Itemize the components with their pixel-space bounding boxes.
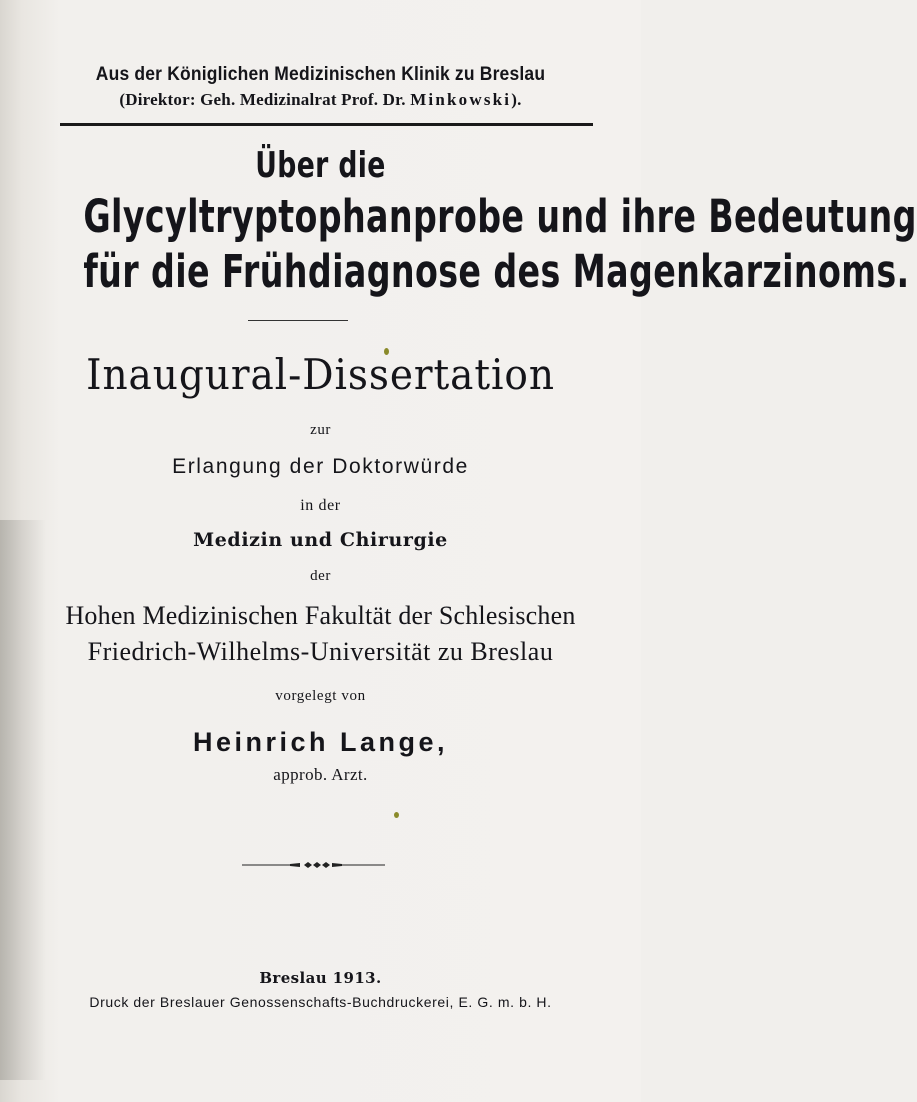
ornamental-divider [0, 860, 641, 870]
ink-speck [394, 812, 399, 818]
degree-purpose: Erlangung der Doktorwürde [172, 455, 469, 478]
director-suffix: ). [511, 90, 522, 109]
der-text: der [310, 568, 331, 584]
director-line [0, 90, 641, 110]
printer-credit: Druck der Breslauer Genossenschafts-Buchdruckerei, E. G. m. b. H. [89, 994, 552, 1010]
author-name: Heinrich Lange, [192, 727, 449, 757]
title-line-1: Über die [255, 145, 386, 186]
director-name: Minkowski [410, 90, 512, 109]
faculty-line-1: Hohen Medizinischen Fakultät der Schlesischen [65, 601, 576, 630]
in-der-text: in der [300, 497, 341, 514]
institution-header: Aus der Königlichen Medizinischen Klinik zu Breslau [95, 64, 546, 85]
field-of-study: Medizin und Chirurgie [193, 529, 448, 551]
title-line-2: Glycyltryptophanprobe und ihre Bedeutung [83, 190, 917, 243]
author-title: approb. Arzt. [273, 765, 368, 784]
place-and-year: Breslau 1913. [259, 969, 382, 987]
dissertation-heading: Inaugural-Dissertation [86, 350, 555, 399]
title-line-3: für die Frühdiagnose des Magenkarzinoms. [83, 245, 910, 298]
header-rule [60, 123, 593, 126]
title-divider [248, 320, 348, 321]
zur-text: zur [310, 422, 331, 438]
submitted-by: vorgelegt von [275, 688, 366, 704]
director-prefix: (Direktor: Geh. Medizinalrat Prof. Dr. [119, 90, 411, 109]
faculty-line-2: Friedrich-Wilhelms-Universität zu Breslau [87, 637, 554, 666]
